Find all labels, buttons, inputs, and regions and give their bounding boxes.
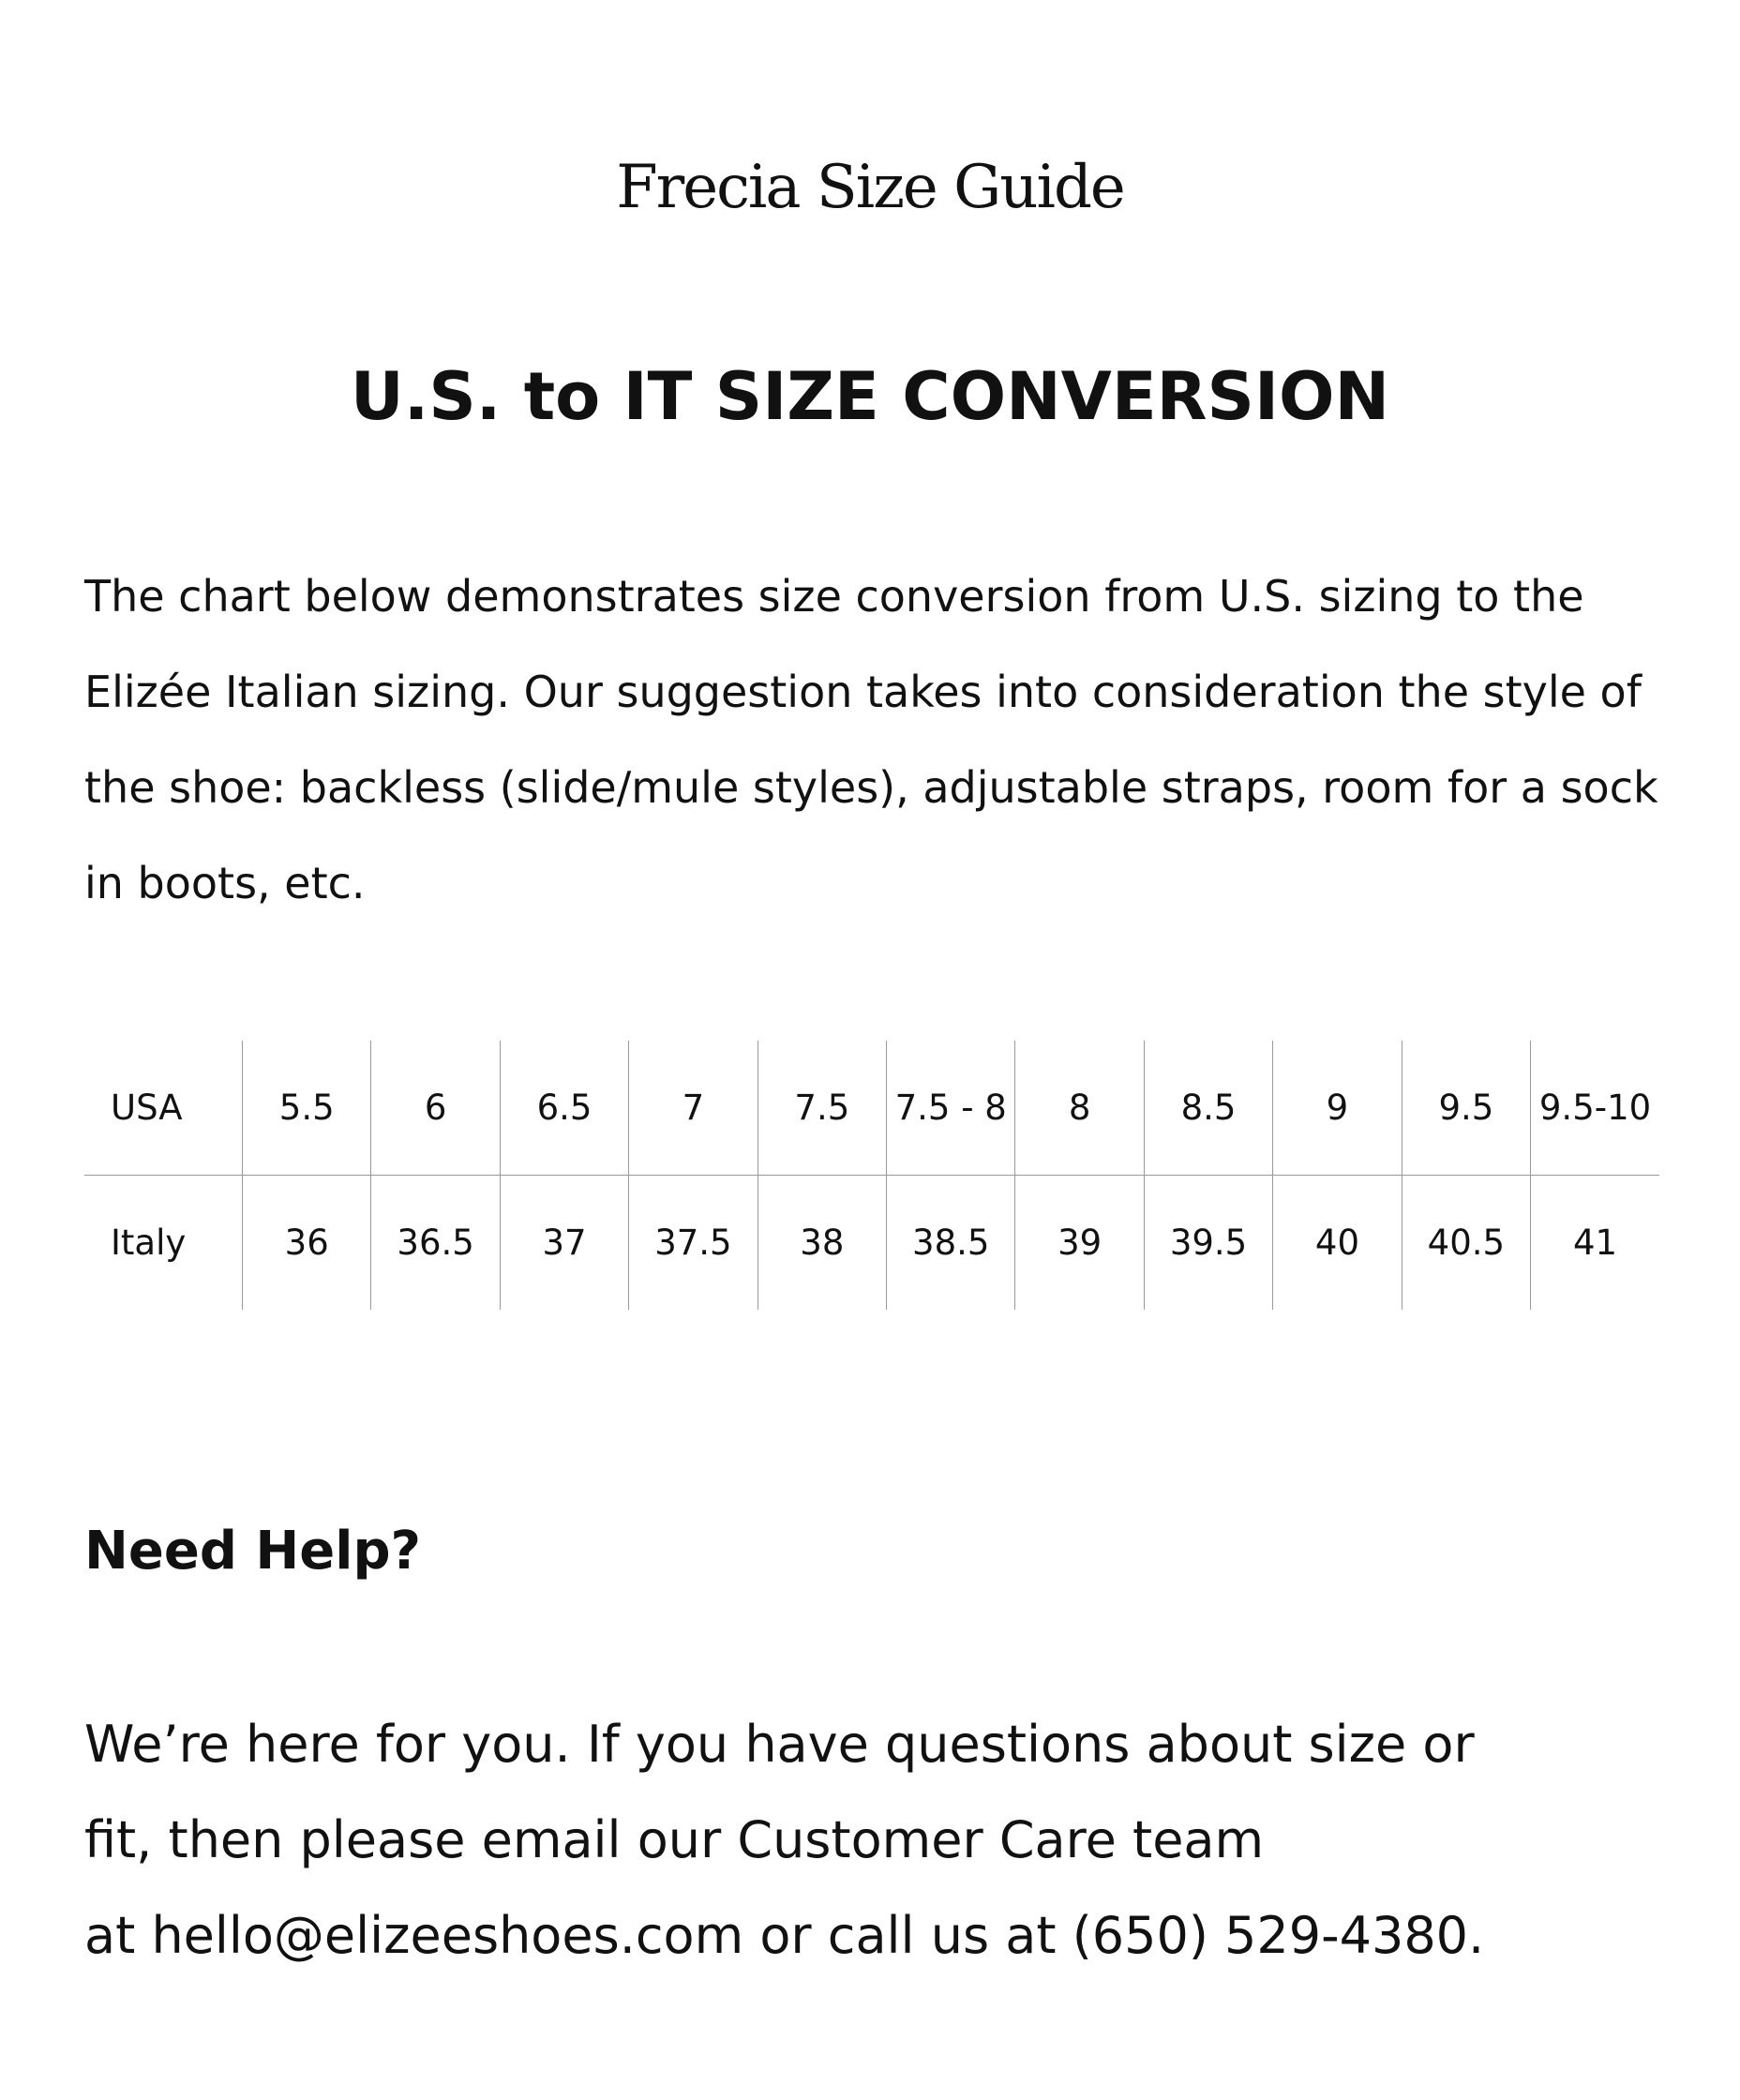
table-row-usa <box>84 1041 1659 1176</box>
row-label-usa: USA <box>84 1041 243 1176</box>
table-cell: 36.5 <box>371 1176 500 1311</box>
help-line-3 <box>84 1888 1697 1984</box>
section-heading: U.S. to IT SIZE CONVERSION <box>350 358 1390 435</box>
table-cell: 8 <box>1015 1041 1144 1176</box>
table-cell: 41 <box>1531 1176 1659 1311</box>
table-cell: 6.5 <box>500 1041 628 1176</box>
table-cell: 9.5 <box>1402 1041 1530 1176</box>
table-cell: 38.5 <box>887 1176 1015 1311</box>
table-cell: 38 <box>758 1176 886 1311</box>
help-paragraph <box>84 1697 1697 1984</box>
table-cell: 9 <box>1273 1041 1402 1176</box>
table-cell: 8.5 <box>1144 1041 1272 1176</box>
table-cell: 40 <box>1273 1176 1402 1311</box>
table-cell: 7.5 <box>758 1041 886 1176</box>
table-cell: 37 <box>500 1176 628 1311</box>
table-cell: 6 <box>371 1041 500 1176</box>
table-cell: 7.5 - 8 <box>887 1041 1015 1176</box>
help-line-1: We’re here for you. If you have questions about size or <box>84 1715 1475 1774</box>
row-label-italy: Italy <box>111 1222 187 1263</box>
phone-link[interactable]: (650) 529-4380 <box>1072 1906 1469 1965</box>
help-middle-text: or call us at <box>743 1906 1072 1965</box>
help-line-2: fit, then please email our Customer Care team <box>84 1810 1265 1869</box>
size-conversion-table <box>84 1041 1659 1310</box>
help-prefix-text: at <box>84 1906 152 1965</box>
table-cell: 39 <box>1015 1176 1144 1311</box>
table-cell: 5.5 <box>243 1041 371 1176</box>
table-cell: 37.5 <box>629 1176 758 1311</box>
table-row-italy <box>84 1176 1659 1311</box>
email-link[interactable]: hello@elizeeshoes.com <box>151 1906 744 1965</box>
table-cell: 9.5-10 <box>1531 1041 1659 1176</box>
guide-title: Frecia Size Guide <box>616 153 1124 222</box>
table-cell: 7 <box>629 1041 758 1176</box>
table-cell: 39.5 <box>1144 1176 1272 1311</box>
help-heading: Need Help? <box>84 1521 422 1582</box>
table-cell: 36 <box>243 1176 371 1311</box>
table-cell: 40.5 <box>1402 1176 1530 1311</box>
help-suffix-text: . <box>1468 1906 1485 1965</box>
intro-paragraph: The chart below demonstrates size conversion from U.S. sizing to the Elizée Italian sizing. Our suggestion takes into consideration the style of the shoe: backless (slide/mule styles), adjustable straps, room for a sock in boots, etc. <box>84 571 1658 908</box>
